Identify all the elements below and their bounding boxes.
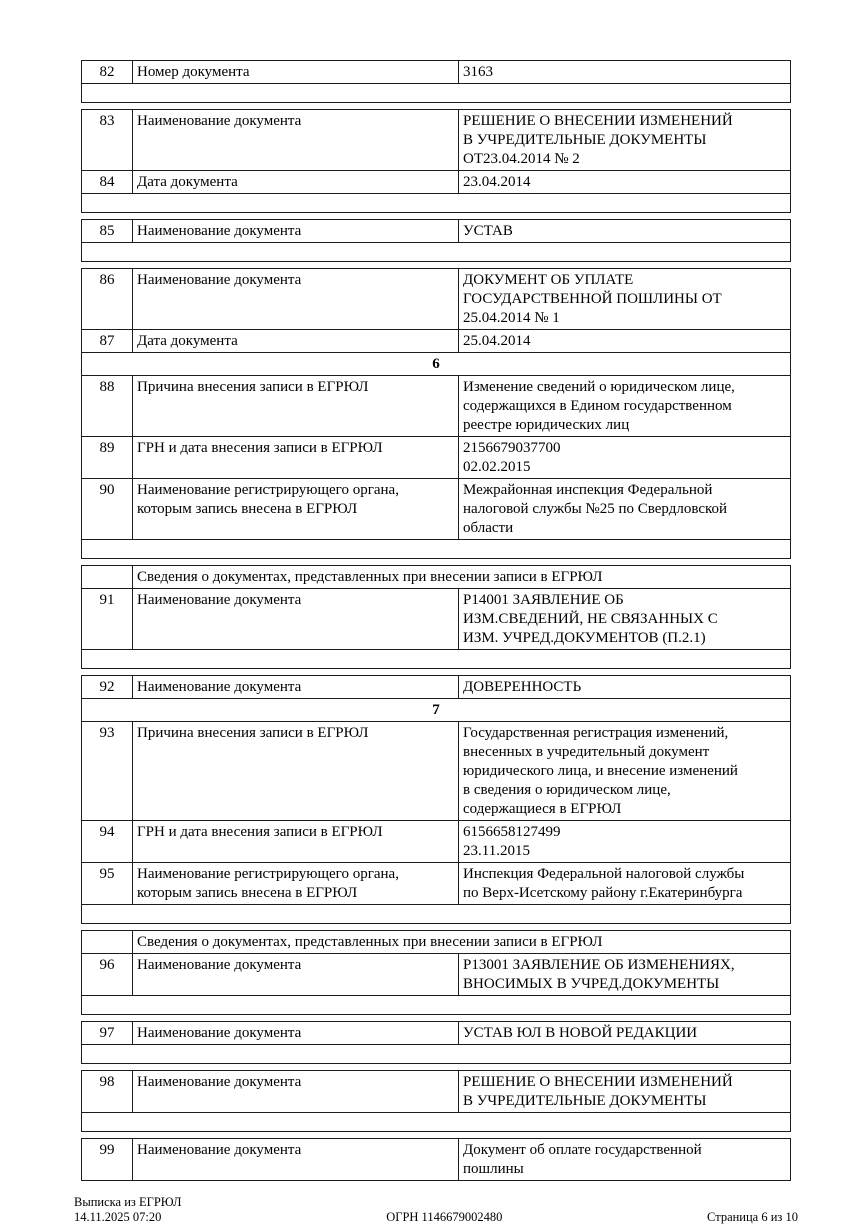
field-label <box>133 479 459 540</box>
field-label-line: которым запись внесена в ЕГРЮЛ <box>137 501 358 517</box>
table-row <box>82 1139 791 1181</box>
spacer-row <box>82 243 791 262</box>
field-value-line: области <box>463 520 514 536</box>
field-label <box>133 954 459 996</box>
table-row <box>82 269 791 330</box>
field-label-line: Причина внесения записи в ЕГРЮЛ <box>137 725 369 741</box>
field-label <box>133 376 459 437</box>
field-value <box>459 479 791 540</box>
documents-subheader-row <box>82 931 791 954</box>
field-value-line: РЕШЕНИЕ О ВНЕСЕНИИ ИЗМЕНЕНИЙ <box>463 113 733 129</box>
field-value-line: ИЗМ. УЧРЕД.ДОКУМЕНТОВ (П.2.1) <box>463 630 706 646</box>
table-blocks <box>81 60 790 1181</box>
field-value-line: 23.11.2015 <box>463 843 530 859</box>
field-label-line: Наименование регистрирующего органа, <box>137 866 399 882</box>
row-number: 96 <box>82 954 133 996</box>
field-value-line: Межрайонная инспекция Федеральной <box>463 482 713 498</box>
field-value <box>459 376 791 437</box>
field-label-line: Причина внесения записи в ЕГРЮЛ <box>137 379 369 395</box>
field-value <box>459 589 791 650</box>
field-value-line: В УЧРЕДИТЕЛЬНЫЕ ДОКУМЕНТЫ <box>463 1093 707 1109</box>
row-number: 99 <box>82 1139 133 1181</box>
field-value-line: 23.04.2014 <box>463 174 531 190</box>
spacer-cell <box>82 650 791 669</box>
field-label-line: Наименование документа <box>137 592 302 608</box>
field-value <box>459 220 791 243</box>
row-number: 86 <box>82 269 133 330</box>
row-number: 87 <box>82 330 133 353</box>
field-value <box>459 863 791 905</box>
field-value-line: содержащихся в Едином государственном <box>463 398 732 414</box>
field-value <box>459 722 791 821</box>
field-value <box>459 1022 791 1045</box>
field-value <box>459 1071 791 1113</box>
field-value-line: 6156658127499 <box>463 824 561 840</box>
row-number: 82 <box>82 61 133 84</box>
field-value-line: УСТАВ ЮЛ В НОВОЙ РЕДАКЦИИ <box>463 1025 698 1041</box>
table-row <box>82 676 791 699</box>
row-number: 88 <box>82 376 133 437</box>
field-value-line: 3163 <box>463 64 493 80</box>
field-label <box>133 1022 459 1045</box>
field-value <box>459 330 791 353</box>
row-number: 85 <box>82 220 133 243</box>
field-label <box>133 437 459 479</box>
footer-doc-type: Выписка из ЕГРЮЛ <box>74 1195 182 1209</box>
spacer-cell <box>82 1045 791 1064</box>
spacer-row <box>82 1113 791 1132</box>
table-block <box>81 1138 791 1181</box>
row-number: 93 <box>82 722 133 821</box>
table-block <box>81 60 791 103</box>
row-number: 98 <box>82 1071 133 1113</box>
field-value-line: 25.04.2014 <box>463 333 531 349</box>
table-row <box>82 171 791 194</box>
table-block <box>81 1021 791 1064</box>
field-value <box>459 110 791 171</box>
spacer-cell <box>82 84 791 103</box>
field-value <box>459 954 791 996</box>
field-value-line: пошлины <box>463 1161 524 1177</box>
table-block <box>81 675 791 924</box>
field-label-line: Наименование документа <box>137 1074 302 1090</box>
field-value <box>459 61 791 84</box>
field-label-line: Номер документа <box>137 64 250 80</box>
row-number: 83 <box>82 110 133 171</box>
documents-subheader-row <box>82 566 791 589</box>
field-label <box>133 110 459 171</box>
table-row <box>82 1022 791 1045</box>
field-label-line: Наименование документа <box>137 113 302 129</box>
spacer-cell <box>82 1113 791 1132</box>
field-label-line: Наименование документа <box>137 272 302 288</box>
field-value-line: Р14001 ЗАЯВЛЕНИЕ ОБ <box>463 592 624 608</box>
field-value-line: содержащиеся в ЕГРЮЛ <box>463 801 622 817</box>
field-label-line: Дата документа <box>137 174 238 190</box>
spacer-row <box>82 650 791 669</box>
field-value-line: реестре юридических лиц <box>463 417 630 433</box>
table-row <box>82 589 791 650</box>
footer-page-number: Страница 6 из 10 <box>707 1210 798 1224</box>
field-value <box>459 821 791 863</box>
row-number: 89 <box>82 437 133 479</box>
table-block <box>81 219 791 262</box>
table-block <box>81 109 791 213</box>
field-value-line: ГОСУДАРСТВЕННОЙ ПОШЛИНЫ ОТ <box>463 291 722 307</box>
section-number: 7 <box>82 699 791 722</box>
field-label <box>133 1071 459 1113</box>
table-row <box>82 220 791 243</box>
spacer-cell <box>82 243 791 262</box>
footer-datetime: 14.11.2025 07:20 <box>74 1210 162 1224</box>
field-value-line: 2156679037700 <box>463 440 561 456</box>
field-label-line: ГРН и дата внесения записи в ЕГРЮЛ <box>137 440 383 456</box>
table-row <box>82 110 791 171</box>
field-label <box>133 61 459 84</box>
row-number: 95 <box>82 863 133 905</box>
documents-subheader: Сведения о документах, представленных при внесении записи в ЕГРЮЛ <box>133 566 791 589</box>
documents-subheader: Сведения о документах, представленных при внесении записи в ЕГРЮЛ <box>133 931 791 954</box>
spacer-row <box>82 84 791 103</box>
table-block <box>81 268 791 559</box>
field-value-line: Р13001 ЗАЯВЛЕНИЕ ОБ ИЗМЕНЕНИЯХ, <box>463 957 735 973</box>
field-label-line: ГРН и дата внесения записи в ЕГРЮЛ <box>137 824 383 840</box>
field-value <box>459 437 791 479</box>
subheader-empty-cell <box>82 931 133 954</box>
table-block <box>81 565 791 669</box>
table-row <box>82 330 791 353</box>
row-number: 84 <box>82 171 133 194</box>
field-label-line: Наименование документа <box>137 679 302 695</box>
spacer-row <box>82 1045 791 1064</box>
field-label <box>133 269 459 330</box>
field-label-line: Наименование документа <box>137 1142 302 1158</box>
row-number: 90 <box>82 479 133 540</box>
field-value-line: ОТ23.04.2014 № 2 <box>463 151 580 167</box>
table-block <box>81 1070 791 1132</box>
field-label <box>133 863 459 905</box>
field-label-line: которым запись внесена в ЕГРЮЛ <box>137 885 358 901</box>
row-number: 94 <box>82 821 133 863</box>
subheader-empty-cell <box>82 566 133 589</box>
field-value <box>459 1139 791 1181</box>
row-number: 97 <box>82 1022 133 1045</box>
footer <box>74 1195 798 1225</box>
section-number-row <box>82 353 791 376</box>
section-number-row <box>82 699 791 722</box>
field-label <box>133 220 459 243</box>
field-label-line: Наименование документа <box>137 1025 302 1041</box>
field-value-line: Инспекция Федеральной налоговой службы <box>463 866 745 882</box>
row-number: 91 <box>82 589 133 650</box>
field-label-line: Наименование регистрирующего органа, <box>137 482 399 498</box>
spacer-row <box>82 540 791 559</box>
field-value-line: РЕШЕНИЕ О ВНЕСЕНИИ ИЗМЕНЕНИЙ <box>463 1074 733 1090</box>
footer-left <box>74 1195 182 1225</box>
field-label <box>133 722 459 821</box>
spacer-row <box>82 996 791 1015</box>
field-value-line: 25.04.2014 № 1 <box>463 310 560 326</box>
field-label <box>133 589 459 650</box>
spacer-cell <box>82 905 791 924</box>
field-value-line: в сведения о юридическом лице, <box>463 782 671 798</box>
field-label <box>133 1139 459 1181</box>
field-value-line: Государственная регистрация изменений, <box>463 725 729 741</box>
field-value <box>459 269 791 330</box>
field-value-line: Документ об оплате государственной <box>463 1142 702 1158</box>
spacer-cell <box>82 996 791 1015</box>
table-row <box>82 821 791 863</box>
spacer-row <box>82 194 791 213</box>
field-label <box>133 330 459 353</box>
field-label <box>133 171 459 194</box>
table-row <box>82 437 791 479</box>
field-label-line: Наименование документа <box>137 223 302 239</box>
field-value-line: юридического лица, и внесение изменений <box>463 763 738 779</box>
spacer-row <box>82 905 791 924</box>
field-value-line: УСТАВ <box>463 223 513 239</box>
field-value-line: ДОВЕРЕННОСТЬ <box>463 679 582 695</box>
field-value-line: по Верх-Исетскому району г.Екатеринбурга <box>463 885 743 901</box>
table-block <box>81 930 791 1015</box>
table-row <box>82 61 791 84</box>
section-number: 6 <box>82 353 791 376</box>
table-row <box>82 479 791 540</box>
field-value-line: 02.02.2015 <box>463 459 531 475</box>
row-number: 92 <box>82 676 133 699</box>
table-row <box>82 863 791 905</box>
field-label <box>133 821 459 863</box>
table-row <box>82 1071 791 1113</box>
table-row <box>82 954 791 996</box>
field-value-line: ВНОСИМЫХ В УЧРЕД.ДОКУМЕНТЫ <box>463 976 720 992</box>
field-label-line: Наименование документа <box>137 957 302 973</box>
spacer-cell <box>82 540 791 559</box>
field-label <box>133 676 459 699</box>
field-value-line: Изменение сведений о юридическом лице, <box>463 379 735 395</box>
field-value-line: В УЧРЕДИТЕЛЬНЫЕ ДОКУМЕНТЫ <box>463 132 707 148</box>
field-value <box>459 171 791 194</box>
table-row <box>82 722 791 821</box>
field-value-line: внесенных в учредительный документ <box>463 744 710 760</box>
field-value-line: ДОКУМЕНТ ОБ УПЛАТЕ <box>463 272 634 288</box>
document-content <box>74 60 798 1225</box>
footer-ogrn: ОГРН 1146679002480 <box>386 1210 503 1224</box>
field-value-line: ИЗМ.СВЕДЕНИЙ, НЕ СВЯЗАННЫХ С <box>463 611 718 627</box>
table-row <box>82 376 791 437</box>
field-value-line: налоговой службы №25 по Свердловской <box>463 501 728 517</box>
field-value <box>459 676 791 699</box>
spacer-cell <box>82 194 791 213</box>
field-label-line: Дата документа <box>137 333 238 349</box>
